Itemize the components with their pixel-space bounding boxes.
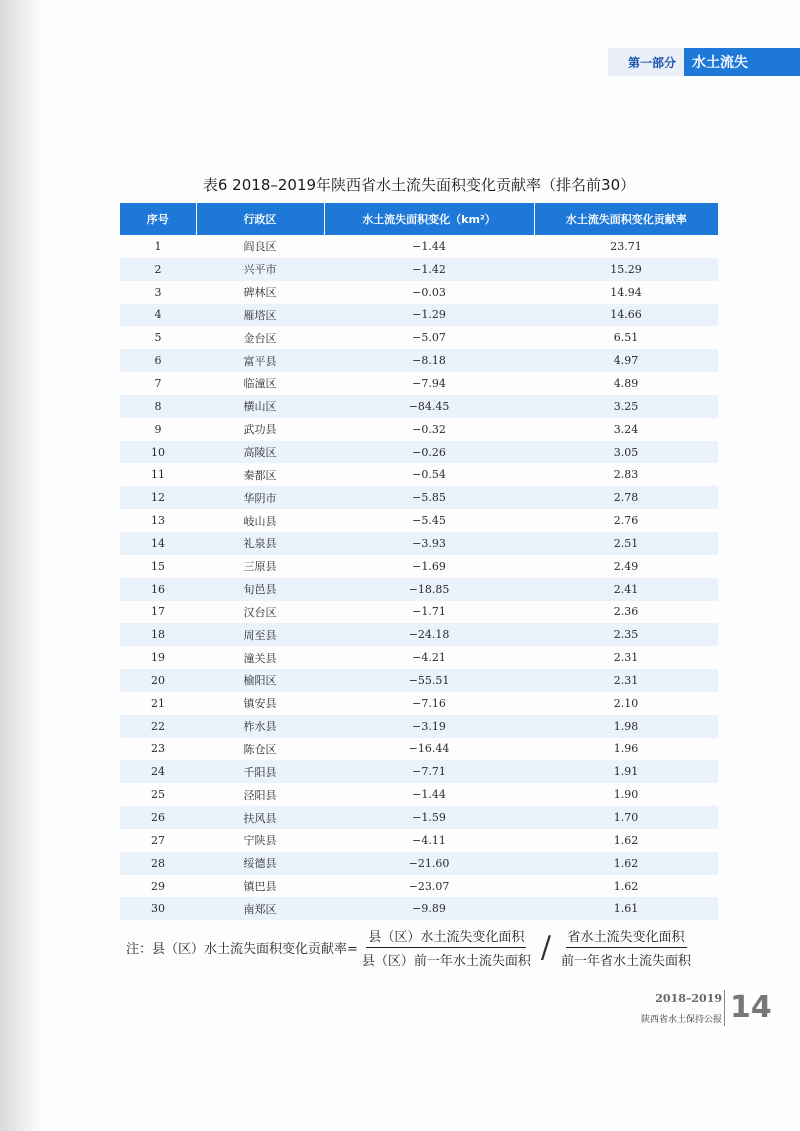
table-row (120, 715, 718, 738)
cell-area-change: −5.45 (324, 509, 534, 532)
header-chapter-label: 水土流失 (684, 48, 800, 76)
table-row (120, 418, 718, 441)
cell-index: 20 (120, 669, 196, 692)
cell-index: 13 (120, 509, 196, 532)
column-header-contribution: 水土流失面积变化贡献率 (534, 203, 718, 235)
cell-region: 镇巴县 (196, 875, 324, 898)
cell-contribution: 2.83 (534, 463, 718, 486)
contribution-table (120, 203, 718, 920)
cell-area-change: −5.07 (324, 326, 534, 349)
cell-area-change: −1.44 (324, 783, 534, 806)
cell-index: 17 (120, 601, 196, 624)
cell-area-change: −7.16 (324, 692, 534, 715)
cell-index: 24 (120, 760, 196, 783)
cell-region: 宁陕县 (196, 829, 324, 852)
cell-contribution: 4.97 (534, 349, 718, 372)
cell-contribution: 1.98 (534, 715, 718, 738)
column-header-area-change: 水土流失面积变化（km²） (324, 203, 534, 235)
cell-contribution: 1.62 (534, 875, 718, 898)
cell-region: 富平县 (196, 349, 324, 372)
table-row (120, 532, 718, 555)
cell-area-change: −1.71 (324, 601, 534, 624)
cell-area-change: −21.60 (324, 852, 534, 875)
page-number: 14 (730, 990, 772, 1025)
cell-contribution: 1.62 (534, 829, 718, 852)
cell-index: 29 (120, 875, 196, 898)
cell-index: 7 (120, 372, 196, 395)
note-prefix: 注：县（区）水土流失面积变化贡献率= (126, 942, 358, 957)
cell-index: 16 (120, 578, 196, 601)
cell-index: 10 (120, 441, 196, 464)
cell-area-change: −24.18 (324, 623, 534, 646)
cell-area-change: −1.44 (324, 235, 534, 258)
cell-region: 华阴市 (196, 486, 324, 509)
cell-area-change: −1.29 (324, 304, 534, 327)
province-numerator: 省水土流失变化面积 (566, 926, 687, 948)
table-row (120, 463, 718, 486)
footer-year: 2018–2019 (655, 992, 722, 1005)
table-row (120, 601, 718, 624)
province-denominator: 前一年省水土流失面积 (561, 954, 692, 969)
cell-contribution: 2.41 (534, 578, 718, 601)
cell-index: 21 (120, 692, 196, 715)
cell-area-change: −0.03 (324, 281, 534, 304)
table-row (120, 760, 718, 783)
cell-region: 周至县 (196, 623, 324, 646)
column-header-region: 行政区 (196, 203, 324, 235)
cell-contribution: 1.70 (534, 806, 718, 829)
table-row (120, 395, 718, 418)
table-row (120, 509, 718, 532)
cell-index: 15 (120, 555, 196, 578)
cell-area-change: −55.51 (324, 669, 534, 692)
cell-contribution: 1.91 (534, 760, 718, 783)
cell-contribution: 1.96 (534, 738, 718, 761)
table-row (120, 235, 718, 258)
table-row (120, 806, 718, 829)
cell-area-change: −9.89 (324, 897, 534, 920)
table-row (120, 486, 718, 509)
table-title: 表6 2018–2019年陕西省水土流失面积变化贡献率（排名前30） (202, 176, 636, 194)
footer-divider (724, 990, 725, 1026)
table-row (120, 897, 718, 920)
cell-region: 临潼区 (196, 372, 324, 395)
cell-contribution: 1.90 (534, 783, 718, 806)
division-slash: / (540, 930, 552, 965)
cell-index: 14 (120, 532, 196, 555)
table-row (120, 669, 718, 692)
chapter-header (608, 48, 800, 76)
cell-index: 25 (120, 783, 196, 806)
cell-index: 27 (120, 829, 196, 852)
cell-area-change: −23.07 (324, 875, 534, 898)
cell-region: 金台区 (196, 326, 324, 349)
table-body (120, 235, 718, 920)
table-row (120, 875, 718, 898)
cell-contribution: 2.49 (534, 555, 718, 578)
cell-contribution: 14.66 (534, 304, 718, 327)
cell-area-change: −1.59 (324, 806, 534, 829)
cell-contribution: 2.10 (534, 692, 718, 715)
table-row (120, 829, 718, 852)
cell-area-change: −1.69 (324, 555, 534, 578)
cell-region: 碑林区 (196, 281, 324, 304)
cell-index: 11 (120, 463, 196, 486)
province-fraction (561, 926, 691, 969)
cell-index: 3 (120, 281, 196, 304)
cell-index: 8 (120, 395, 196, 418)
cell-area-change: −0.26 (324, 441, 534, 464)
cell-region: 阎良区 (196, 235, 324, 258)
table-row (120, 555, 718, 578)
cell-contribution: 2.78 (534, 486, 718, 509)
cell-area-change: −16.44 (324, 738, 534, 761)
cell-region: 镇安县 (196, 692, 324, 715)
cell-area-change: −0.54 (324, 463, 534, 486)
cell-contribution: 2.35 (534, 623, 718, 646)
table-row (120, 441, 718, 464)
county-numerator: 县（区）水土流失变化面积 (366, 926, 526, 948)
cell-index: 18 (120, 623, 196, 646)
cell-area-change: −4.11 (324, 829, 534, 852)
cell-area-change: −0.32 (324, 418, 534, 441)
cell-region: 武功县 (196, 418, 324, 441)
cell-contribution: 6.51 (534, 326, 718, 349)
county-fraction (362, 926, 531, 969)
cell-region: 柞水县 (196, 715, 324, 738)
cell-contribution: 23.71 (534, 235, 718, 258)
table-row (120, 738, 718, 761)
cell-area-change: −84.45 (324, 395, 534, 418)
table-row (120, 646, 718, 669)
cell-area-change: −4.21 (324, 646, 534, 669)
table-row (120, 258, 718, 281)
cell-contribution: 2.31 (534, 669, 718, 692)
cell-area-change: −7.94 (324, 372, 534, 395)
cell-area-change: −5.85 (324, 486, 534, 509)
cell-region: 扶风县 (196, 806, 324, 829)
cell-contribution: 1.61 (534, 897, 718, 920)
cell-region: 陈仓区 (196, 738, 324, 761)
table-row (120, 349, 718, 372)
table-row (120, 852, 718, 875)
cell-index: 1 (120, 235, 196, 258)
column-header-index: 序号 (120, 203, 196, 235)
cell-region: 雁塔区 (196, 304, 324, 327)
cell-index: 23 (120, 738, 196, 761)
cell-region: 潼关县 (196, 646, 324, 669)
cell-index: 9 (120, 418, 196, 441)
cell-area-change: −18.85 (324, 578, 534, 601)
cell-contribution: 2.51 (534, 532, 718, 555)
cell-region: 横山区 (196, 395, 324, 418)
cell-contribution: 3.25 (534, 395, 718, 418)
header-part-label: 第一部分 (608, 48, 684, 76)
cell-index: 28 (120, 852, 196, 875)
cell-region: 千阳县 (196, 760, 324, 783)
cell-region: 南郑区 (196, 897, 324, 920)
cell-region: 绥德县 (196, 852, 324, 875)
footer-publication-name: 陕西省水土保持公报 (640, 1015, 722, 1025)
cell-area-change: −3.93 (324, 532, 534, 555)
cell-contribution: 2.31 (534, 646, 718, 669)
page-edge-shadow (0, 0, 42, 1131)
cell-region: 三原县 (196, 555, 324, 578)
table-row (120, 372, 718, 395)
cell-contribution: 4.89 (534, 372, 718, 395)
county-denominator: 县（区）前一年水土流失面积 (361, 954, 531, 969)
cell-region: 礼泉县 (196, 532, 324, 555)
table-header-row (120, 203, 718, 235)
table-row (120, 304, 718, 327)
cell-region: 泾阳县 (196, 783, 324, 806)
cell-contribution: 1.62 (534, 852, 718, 875)
cell-contribution: 3.05 (534, 441, 718, 464)
table-row (120, 326, 718, 349)
cell-area-change: −1.42 (324, 258, 534, 281)
cell-contribution: 14.94 (534, 281, 718, 304)
cell-index: 30 (120, 897, 196, 920)
table-row (120, 623, 718, 646)
cell-contribution: 2.76 (534, 509, 718, 532)
table-row (120, 783, 718, 806)
cell-index: 2 (120, 258, 196, 281)
cell-index: 12 (120, 486, 196, 509)
cell-area-change: −3.19 (324, 715, 534, 738)
cell-contribution: 2.36 (534, 601, 718, 624)
cell-region: 高陵区 (196, 441, 324, 464)
cell-contribution: 3.24 (534, 418, 718, 441)
cell-region: 旬邑县 (196, 578, 324, 601)
cell-region: 秦都区 (196, 463, 324, 486)
cell-region: 兴平市 (196, 258, 324, 281)
cell-region: 汉台区 (196, 601, 324, 624)
formula-note (126, 926, 726, 969)
cell-index: 19 (120, 646, 196, 669)
cell-index: 26 (120, 806, 196, 829)
cell-index: 22 (120, 715, 196, 738)
table-row (120, 692, 718, 715)
cell-area-change: −7.71 (324, 760, 534, 783)
cell-contribution: 15.29 (534, 258, 718, 281)
cell-region: 榆阳区 (196, 669, 324, 692)
table-row (120, 578, 718, 601)
table-row (120, 281, 718, 304)
cell-index: 5 (120, 326, 196, 349)
cell-region: 岐山县 (196, 509, 324, 532)
cell-area-change: −8.18 (324, 349, 534, 372)
cell-index: 4 (120, 304, 196, 327)
cell-index: 6 (120, 349, 196, 372)
